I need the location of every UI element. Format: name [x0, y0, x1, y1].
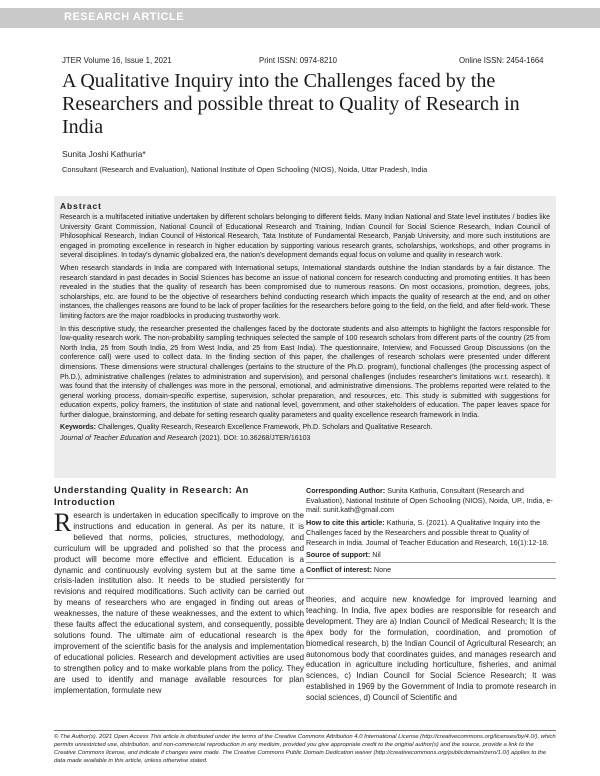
source-of-support — [306, 550, 556, 560]
source-of-support-label: Source of support: — [306, 550, 371, 560]
abstract-paragraph-3: In this descriptive study, the researcher presented the challenges faced by the doctorate students and also attempts to highlight the factors responsible for low-quality research work. The non-probability sampling techniques selected the sample of 100 research scholars from different parts of the country (25 from North India, 25 from South India, 25 from West India, and 25 from East India). The questionnaire, Interview, and Focussed Group Discussions (on the conference call) were used to collect data. In the finding section of this paper, the challenges of research scholars were presented under different dimensions. These dimensions were structural challenges (pertains to the structure of the Ph.D. program), functional challenges (the processing aspect of Ph.D.), administrative challenges (relates to administration and supervision), and personal challenges (includes researcher's limitations w.r.t. research). It was found that the intensity of challenges was more in the personal, emotional, and administrative dimensions. The problems reported were related to the general working process, domain-specific expertise, supervision, scholar preparation, and resources, etc. This study is submitted with suggestions for education experts, policy framers, the institution of state and national level, government, and other stakeholders of education. The paper leaves space for further dialogue, brainstorming, and debate for setting research quality parameters and quality excellence research framework in India. — [60, 325, 550, 419]
divider — [306, 562, 556, 563]
online-issn: Online ISSN: 2454-1664 — [459, 56, 544, 65]
how-to-cite-label: How to cite this article: — [306, 518, 385, 528]
intro-paragraph — [54, 508, 304, 696]
intro-text: esearch is undertaken in education specifically to improve on the instructions and education in general. As per its nature, it is believed that norms, policies, structures, methodology, and curriculum will be upgraded and polished so that the process and product will become more effective and efficient. Education is a dynamic and continuously evolving system but at the same time a crisis-laden institution also. It needs to be studied persistently for revisions and required modifications. Such activity can be carried out by means of researchers who are engaged in finding out areas of weaknesses, the nature of these weaknesses, and the extent to which these faults affect the educational system, and consequently, possible solutions found. The ultimate aim of educational research is the improvement of the scientific basis for the analysis and implementation of educational policies. Research and development activities are used to strengthen policy and to make workable plans from the policy. They are used to identify and manage available resources for plan implementation, formulate new — [54, 511, 304, 695]
abstract-box — [54, 196, 556, 478]
corresponding-author — [306, 486, 556, 515]
license-footnote: © The Author(s). 2021 Open Access This article is distributed under the terms of the Creative Commons Attribution 4.0 International License (http://creativecommons.org/licenses/by/4.0/), which permits unrestricted use, distribution, and non-commercial reproduction in any medium, provided you give appropriate credit to the original author(s) and the source, provide a link to the Creative Commons license, and indicate if changes were made. The Creative Commons Public Domain Dedication waiver (http://creativecommons.org/publicdomain/zero/1.0/) applies to the data made available in this article, unless otherwise stated. — [54, 734, 556, 764]
article-title: A Qualitative Inquiry into the Challenges faced by the Researchers and possible threat to Quality of Research in India — [62, 70, 520, 138]
conflict-of-interest-text: None — [373, 564, 392, 574]
article-type-banner — [0, 8, 600, 28]
article-info-sidebar — [306, 486, 556, 579]
keywords — [60, 423, 550, 433]
right-body-column — [306, 595, 556, 704]
citation-line — [60, 434, 550, 444]
journal-volume: JTER Volume 16, Issue 1, 2021 — [62, 56, 172, 65]
how-to-cite-text: Kathuria, S. (2021). A Qualitative Inquiry into the Challenges faced by the Researchers and possible threat to Quality of Research in India. Journal of Teacher Education and Research, 16(1):12-18. — [306, 518, 549, 547]
abstract-paragraph-2: When research standards in India are compared with International setups, International standards outshine the Indian standards by a fair distance. The research standard in past decades in Social Sciences has become an issue of national concern for research conducting and promoting entities. It has been revealed in the studies that the quality of research has been compromised due to numerous reasons. On most occasions, promotion, degrees, jobs, scholarships, etc. are found to be the objective of researchers behind conducting research which impacts the quality of research at the end, and on other instances, the challenges reasons are found to be lack of proper facilities for the researchers before going to the field, on the field, and after field-work. These limiting factors are the major roadblocks in producing trustworthy work. — [60, 264, 550, 320]
conflict-of-interest — [306, 565, 556, 575]
intro-heading: Understanding Quality in Research: An Introduction — [54, 485, 249, 507]
article-type-label: RESEARCH ARTICLE — [64, 11, 185, 23]
author-affiliation: Consultant (Research and Evaluation), National Institute of Open Schooling (NIOS), Noida, Uttar Pradesh, India — [62, 165, 428, 174]
corresponding-author-text: Sunita Kathuria, Consultant (Research and Evaluation), National Institute of Open Schooling (NIOS), Noida, UP., India, e-mail: sunit.kath@gmail.com — [306, 486, 553, 515]
citation-journal: Journal of Teacher Education and Research — [60, 435, 198, 443]
print-issn: Print ISSN: 0974-8210 — [259, 56, 338, 65]
abstract-heading: Abstract — [60, 201, 102, 211]
how-to-cite — [306, 518, 556, 547]
abstract-paragraph-1: Research is a multifaceted initiative undertaken by different scholars belonging to different fields. Many Indian National and State level institutes / bodies like University Grant Commission, National Council of Educational Research and Training, Indian Council for Social Science Research, Indian Council of Philosophical Research, Indian Council of Historical Research, Tata Institute of Fundamental Research, Panjab University, and more such institutions are engaged in promoting excellence in research in higher education by supporting various research grants, scholarships, workshops, and other programs in several disciplines. In today's dynamic globalized era, the nation's development demands equal focus on volume and quality in research work. — [60, 214, 550, 260]
drop-cap: R — [54, 508, 72, 537]
intro-column — [54, 484, 304, 696]
corresponding-author-label: Corresponding Author: — [306, 486, 386, 495]
conflict-of-interest-label: Conflict of interest: — [306, 564, 372, 574]
footnote-divider — [54, 730, 556, 731]
source-of-support-text: Nil — [372, 550, 381, 560]
divider — [306, 578, 556, 579]
right-body-paragraph: theories, and acquire new knowledge for improved learning and teaching. In India, five apex bodies are responsible for research and development. They are a) Indian Council of Medical Research; It is the apex body for the formulation, coordination, and promotion of biomedical research, b) the Indian Council of Agricultural Research; an autonomous body that coordinates guides, and manages research and education in agriculture including horticulture, fisheries, and animal sciences, c) Indian Council for Social Science Research; It was established in 1969 by the Government of India to promote research in social sciences, d) Council of Scientific and — [306, 595, 556, 703]
keywords-label: Keywords: — [60, 424, 97, 432]
keywords-text: Challenges, Quality Research, Research Excellence Framework, Ph.D. Scholars and Qualitative Research. — [98, 424, 433, 432]
citation-doi: (2021). DOI: 10.36268/JTER/16103 — [199, 435, 311, 443]
author-name: Sunita Joshi Kathuria* — [62, 149, 146, 159]
